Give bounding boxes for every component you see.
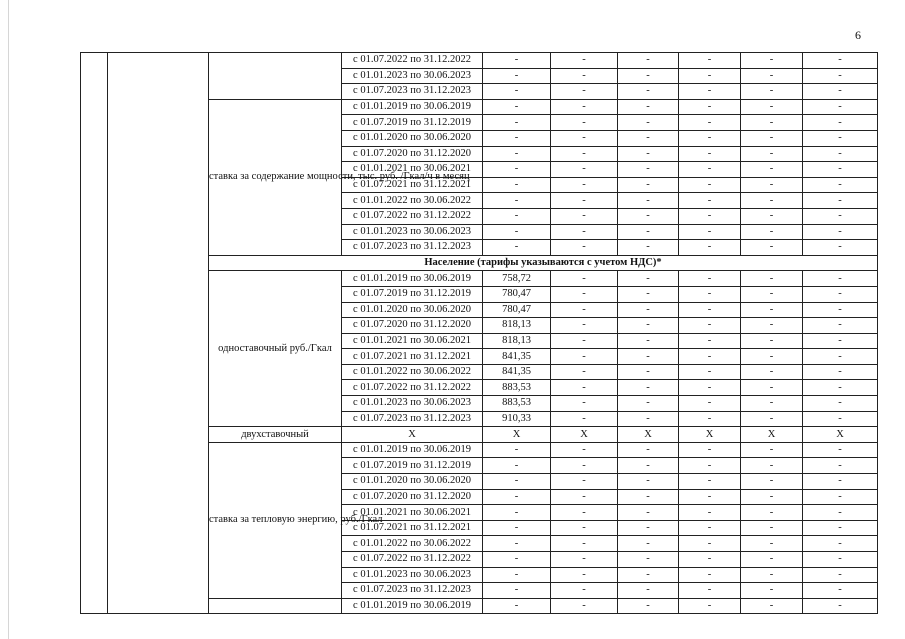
tariff-dash-cell: -	[551, 364, 618, 380]
tariff-dash-cell: -	[618, 240, 679, 256]
tariff-dash-cell: -	[803, 302, 878, 318]
period-cell: с 01.01.2022 по 30.06.2022	[342, 536, 483, 552]
tariff-dash-cell: -	[803, 208, 878, 224]
tariff-dash-cell: -	[618, 271, 679, 287]
tariff-dash-cell: -	[551, 193, 618, 209]
tariff-dash-cell: -	[679, 318, 741, 334]
tariff-value-cell: -	[483, 442, 551, 458]
tariff-dash-cell: -	[741, 146, 803, 162]
tariff-dash-cell: -	[741, 53, 803, 69]
tariff-dash-cell: -	[618, 520, 679, 536]
tariff-dash-cell: -	[679, 84, 741, 100]
tariff-dash-cell: -	[741, 489, 803, 505]
tariff-value-cell: -	[483, 115, 551, 131]
tariff-type-label: двухставочный	[209, 427, 342, 443]
tariff-dash-cell: -	[803, 458, 878, 474]
tariff-dash-cell: -	[741, 396, 803, 412]
tariff-dash-cell: -	[679, 130, 741, 146]
not-applicable-cell: X	[551, 427, 618, 443]
tariff-dash-cell: -	[618, 364, 679, 380]
tariff-dash-cell: -	[618, 84, 679, 100]
tariff-dash-cell: -	[741, 130, 803, 146]
period-cell: с 01.07.2023 по 31.12.2023	[342, 583, 483, 599]
tariff-dash-cell: -	[551, 286, 618, 302]
tariff-dash-cell: -	[803, 224, 878, 240]
tariff-dash-cell: -	[803, 146, 878, 162]
tariff-value-cell: 883,53	[483, 396, 551, 412]
tariff-dash-cell: -	[741, 364, 803, 380]
tariff-value-cell: -	[483, 458, 551, 474]
tariff-dash-cell: -	[803, 99, 878, 115]
tariff-dash-cell: -	[803, 598, 878, 614]
tariff-value-cell: -	[483, 68, 551, 84]
tariff-dash-cell: -	[803, 177, 878, 193]
tariff-dash-cell: -	[741, 208, 803, 224]
tariff-dash-cell: -	[618, 598, 679, 614]
tariff-value-cell: -	[483, 552, 551, 568]
tariff-dash-cell: -	[679, 380, 741, 396]
period-cell: с 01.01.2023 по 30.06.2023	[342, 68, 483, 84]
period-cell: с 01.01.2023 по 30.06.2023	[342, 396, 483, 412]
tariff-dash-cell: -	[741, 442, 803, 458]
tariff-dash-cell: -	[741, 286, 803, 302]
tariff-dash-cell: -	[551, 583, 618, 599]
period-cell: с 01.01.2023 по 30.06.2023	[342, 224, 483, 240]
tariff-dash-cell: -	[741, 458, 803, 474]
tariff-dash-cell: -	[803, 505, 878, 521]
period-cell: с 01.07.2019 по 31.12.2019	[342, 458, 483, 474]
tariff-dash-cell: -	[679, 302, 741, 318]
tariff-value-cell: -	[483, 146, 551, 162]
tariff-value-cell: -	[483, 84, 551, 100]
tariff-dash-cell: -	[551, 115, 618, 131]
tariff-dash-cell: -	[803, 84, 878, 100]
tariff-dash-cell: -	[679, 286, 741, 302]
tariff-dash-cell: -	[618, 146, 679, 162]
tariff-dash-cell: -	[803, 552, 878, 568]
tariff-value-cell: 818,13	[483, 333, 551, 349]
tariff-dash-cell: -	[618, 177, 679, 193]
tariff-dash-cell: -	[551, 68, 618, 84]
tariff-dash-cell: -	[679, 505, 741, 521]
tariff-dash-cell: -	[618, 442, 679, 458]
tariff-dash-cell: -	[679, 224, 741, 240]
tariff-dash-cell: -	[618, 458, 679, 474]
tariff-dash-cell: -	[551, 333, 618, 349]
tariff-dash-cell: -	[803, 536, 878, 552]
tariff-dash-cell: -	[551, 442, 618, 458]
period-cell: с 01.01.2019 по 30.06.2019	[342, 442, 483, 458]
tariff-dash-cell: -	[803, 396, 878, 412]
tariff-value-cell: -	[483, 162, 551, 178]
tariff-dash-cell: -	[803, 442, 878, 458]
tariff-type-label: ставка за содержание мощности, тыс. руб. /Гкал/ч в месяц	[209, 99, 342, 255]
not-applicable-cell: X	[803, 427, 878, 443]
tariff-dash-cell: -	[803, 115, 878, 131]
tariff-value-cell: -	[483, 567, 551, 583]
tariff-dash-cell: -	[679, 442, 741, 458]
tariff-dash-cell: -	[551, 302, 618, 318]
tariff-dash-cell: -	[679, 271, 741, 287]
period-cell: с 01.01.2019 по 30.06.2019	[342, 598, 483, 614]
tariff-dash-cell: -	[618, 224, 679, 240]
tariff-dash-cell: -	[803, 411, 878, 427]
tariff-dash-cell: -	[618, 318, 679, 334]
tariff-value-cell: -	[483, 520, 551, 536]
tariff-dash-cell: -	[551, 146, 618, 162]
tariff-value-cell: -	[483, 130, 551, 146]
period-cell: с 01.01.2020 по 30.06.2020	[342, 474, 483, 490]
tariff-dash-cell: -	[551, 53, 618, 69]
tariff-dash-cell: -	[741, 193, 803, 209]
tariff-dash-cell: -	[618, 333, 679, 349]
tariff-dash-cell: -	[679, 458, 741, 474]
tariff-value-cell: -	[483, 53, 551, 69]
tariff-dash-cell: -	[679, 162, 741, 178]
not-applicable-cell: X	[741, 427, 803, 443]
tariff-dash-cell: -	[618, 489, 679, 505]
period-cell: с 01.07.2020 по 31.12.2020	[342, 318, 483, 334]
tariff-dash-cell: -	[741, 536, 803, 552]
tariff-dash-cell: -	[679, 567, 741, 583]
tariff-dash-cell: -	[679, 115, 741, 131]
not-applicable-cell: X	[483, 427, 551, 443]
tariff-value-cell: -	[483, 474, 551, 490]
tariff-dash-cell: -	[551, 208, 618, 224]
tariff-dash-cell: -	[551, 598, 618, 614]
tariff-dash-cell: -	[551, 536, 618, 552]
period-cell: с 01.07.2022 по 31.12.2022	[342, 208, 483, 224]
tariff-dash-cell: -	[551, 411, 618, 427]
tariff-table-body	[81, 53, 878, 614]
tariff-dash-cell: -	[741, 474, 803, 490]
tariff-value-cell: -	[483, 177, 551, 193]
tariff-dash-cell: -	[551, 224, 618, 240]
tariff-dash-cell: -	[679, 208, 741, 224]
period-cell: с 01.07.2023 по 31.12.2023	[342, 84, 483, 100]
period-cell: с 01.07.2021 по 31.12.2021	[342, 177, 483, 193]
tariff-dash-cell: -	[741, 505, 803, 521]
tariff-dash-cell: -	[803, 68, 878, 84]
tariff-dash-cell: -	[741, 240, 803, 256]
tariff-dash-cell: -	[741, 84, 803, 100]
tariff-dash-cell: -	[618, 583, 679, 599]
tariff-dash-cell: -	[618, 349, 679, 365]
tariff-dash-cell: -	[618, 162, 679, 178]
tariff-dash-cell: -	[741, 302, 803, 318]
not-applicable-cell: X	[618, 427, 679, 443]
period-cell: с 01.07.2020 по 31.12.2020	[342, 489, 483, 505]
tariff-dash-cell: -	[803, 53, 878, 69]
tariff-dash-cell: -	[741, 583, 803, 599]
tariff-value-cell: -	[483, 583, 551, 599]
tariff-dash-cell: -	[679, 411, 741, 427]
tariff-dash-cell: -	[551, 349, 618, 365]
tariff-type-label: ставка за тепловую энергию, руб./Гкал	[209, 442, 342, 598]
tariff-dash-cell: -	[741, 411, 803, 427]
tariff-dash-cell: -	[741, 224, 803, 240]
tariff-dash-cell: -	[551, 130, 618, 146]
tariff-dash-cell: -	[679, 349, 741, 365]
tariff-dash-cell: -	[741, 68, 803, 84]
tariff-dash-cell: -	[803, 474, 878, 490]
row-number-cell	[81, 53, 108, 614]
period-cell: с 01.01.2022 по 30.06.2022	[342, 193, 483, 209]
tariff-value-cell: -	[483, 489, 551, 505]
tariff-dash-cell: -	[551, 84, 618, 100]
period-cell: с 01.01.2020 по 30.06.2020	[342, 130, 483, 146]
tariff-dash-cell: -	[741, 318, 803, 334]
tariff-value-cell: 841,35	[483, 364, 551, 380]
tariff-dash-cell: -	[741, 380, 803, 396]
tariff-dash-cell: -	[741, 598, 803, 614]
tariff-value-cell: -	[483, 208, 551, 224]
tariff-dash-cell: -	[679, 146, 741, 162]
not-applicable-cell: X	[679, 427, 741, 443]
tariff-dash-cell: -	[551, 380, 618, 396]
tariff-dash-cell: -	[551, 162, 618, 178]
tariff-dash-cell: -	[618, 380, 679, 396]
tariff-dash-cell: -	[679, 240, 741, 256]
tariff-dash-cell: -	[803, 583, 878, 599]
tariff-dash-cell: -	[803, 271, 878, 287]
tariff-dash-cell: -	[679, 520, 741, 536]
tariff-value-cell: 818,13	[483, 318, 551, 334]
tariff-dash-cell: -	[551, 271, 618, 287]
tariff-dash-cell: -	[618, 53, 679, 69]
tariff-dash-cell: -	[618, 567, 679, 583]
tariff-dash-cell: -	[618, 474, 679, 490]
tariff-dash-cell: -	[741, 99, 803, 115]
tariff-dash-cell: -	[551, 99, 618, 115]
tariff-type-label	[209, 598, 342, 614]
tariff-dash-cell: -	[679, 68, 741, 84]
period-cell: с 01.07.2023 по 31.12.2023	[342, 240, 483, 256]
tariff-dash-cell: -	[741, 349, 803, 365]
period-cell: с 01.01.2023 по 30.06.2023	[342, 567, 483, 583]
tariff-dash-cell: -	[741, 115, 803, 131]
period-cell: с 01.07.2023 по 31.12.2023	[342, 411, 483, 427]
tariff-dash-cell: -	[803, 380, 878, 396]
period-cell: с 01.01.2019 по 30.06.2019	[342, 99, 483, 115]
tariff-dash-cell: -	[679, 193, 741, 209]
tariff-dash-cell: -	[551, 489, 618, 505]
tariff-dash-cell: -	[803, 364, 878, 380]
tariff-dash-cell: -	[741, 162, 803, 178]
tariff-dash-cell: -	[551, 520, 618, 536]
tariff-dash-cell: -	[679, 364, 741, 380]
tariff-dash-cell: -	[679, 53, 741, 69]
tariff-dash-cell: -	[618, 536, 679, 552]
tariff-dash-cell: -	[741, 271, 803, 287]
tariff-dash-cell: -	[551, 505, 618, 521]
tariff-dash-cell: -	[618, 99, 679, 115]
tariff-dash-cell: -	[679, 474, 741, 490]
tariff-dash-cell: -	[618, 130, 679, 146]
period-cell: с 01.07.2021 по 31.12.2021	[342, 520, 483, 536]
tariff-value-cell: -	[483, 598, 551, 614]
period-cell: с 01.07.2022 по 31.12.2022	[342, 53, 483, 69]
tariff-dash-cell: -	[741, 333, 803, 349]
tariff-dash-cell: -	[618, 68, 679, 84]
period-cell: с 01.07.2019 по 31.12.2019	[342, 115, 483, 131]
tariff-dash-cell: -	[803, 162, 878, 178]
page-left-edge	[8, 0, 9, 639]
indicator-cell	[108, 53, 209, 614]
tariff-value-cell: -	[483, 99, 551, 115]
tariff-value-cell: -	[483, 505, 551, 521]
tariff-dash-cell: -	[803, 489, 878, 505]
tariff-dash-cell: -	[679, 333, 741, 349]
tariff-dash-cell: -	[679, 583, 741, 599]
tariff-dash-cell: -	[618, 115, 679, 131]
period-cell: с 01.07.2022 по 31.12.2022	[342, 552, 483, 568]
tariff-dash-cell: -	[679, 489, 741, 505]
tariff-value-cell: 883,53	[483, 380, 551, 396]
tariff-dash-cell: -	[679, 552, 741, 568]
tariff-dash-cell: -	[803, 333, 878, 349]
tariff-dash-cell: -	[679, 177, 741, 193]
tariff-dash-cell: -	[803, 567, 878, 583]
tariff-dash-cell: -	[679, 396, 741, 412]
tariff-dash-cell: -	[803, 349, 878, 365]
period-cell: с 01.07.2021 по 31.12.2021	[342, 349, 483, 365]
tariff-dash-cell: -	[679, 536, 741, 552]
tariff-dash-cell: -	[551, 552, 618, 568]
tariff-value-cell: 780,47	[483, 286, 551, 302]
tariff-dash-cell: -	[618, 208, 679, 224]
tariff-dash-cell: -	[741, 177, 803, 193]
period-cell: с 01.01.2019 по 30.06.2019	[342, 271, 483, 287]
tariff-dash-cell: -	[803, 240, 878, 256]
period-cell: с 01.07.2022 по 31.12.2022	[342, 380, 483, 396]
tariff-dash-cell: -	[551, 177, 618, 193]
tariff-value-cell: -	[483, 193, 551, 209]
period-cell: с 01.01.2020 по 30.06.2020	[342, 302, 483, 318]
table-row	[81, 53, 878, 69]
period-cell: с 01.01.2021 по 30.06.2021	[342, 505, 483, 521]
period-cell: с 01.01.2022 по 30.06.2022	[342, 364, 483, 380]
period-cell: с 01.01.2021 по 30.06.2021	[342, 162, 483, 178]
period-cell: с 01.01.2021 по 30.06.2021	[342, 333, 483, 349]
tariff-dash-cell: -	[618, 396, 679, 412]
tariff-value-cell: 841,35	[483, 349, 551, 365]
tariff-dash-cell: -	[618, 193, 679, 209]
tariff-dash-cell: -	[679, 598, 741, 614]
tariff-type-label	[209, 53, 342, 100]
tariff-dash-cell: -	[551, 318, 618, 334]
tariff-value-cell: 758,72	[483, 271, 551, 287]
page-number: 6	[855, 28, 861, 42]
tariff-dash-cell: -	[551, 396, 618, 412]
period-cell: с 01.07.2019 по 31.12.2019	[342, 286, 483, 302]
tariff-value-cell: -	[483, 536, 551, 552]
tariff-dash-cell: -	[679, 99, 741, 115]
tariff-type-label: одноставочный руб./Гкал	[209, 271, 342, 427]
tariff-value-cell: -	[483, 240, 551, 256]
tariff-dash-cell: -	[803, 318, 878, 334]
tariff-dash-cell: -	[618, 411, 679, 427]
tariff-dash-cell: -	[803, 193, 878, 209]
tariff-dash-cell: -	[803, 130, 878, 146]
tariff-value-cell: -	[483, 224, 551, 240]
tariff-dash-cell: -	[741, 567, 803, 583]
tariff-dash-cell: -	[618, 552, 679, 568]
tariff-dash-cell: -	[803, 520, 878, 536]
period-cell: с 01.07.2020 по 31.12.2020	[342, 146, 483, 162]
tariff-dash-cell: -	[803, 286, 878, 302]
tariff-dash-cell: -	[741, 552, 803, 568]
tariff-dash-cell: -	[618, 302, 679, 318]
tariff-table	[80, 52, 878, 614]
tariff-value-cell: 910,33	[483, 411, 551, 427]
tariff-dash-cell: -	[618, 505, 679, 521]
tariff-dash-cell: -	[551, 474, 618, 490]
not-applicable-cell: X	[342, 427, 483, 443]
tariff-dash-cell: -	[551, 567, 618, 583]
tariff-dash-cell: -	[618, 286, 679, 302]
tariff-dash-cell: -	[551, 458, 618, 474]
tariff-dash-cell: -	[741, 520, 803, 536]
section-heading: Население (тарифы указываются с учетом НДС)*	[209, 255, 878, 271]
tariff-value-cell: 780,47	[483, 302, 551, 318]
tariff-dash-cell: -	[551, 240, 618, 256]
